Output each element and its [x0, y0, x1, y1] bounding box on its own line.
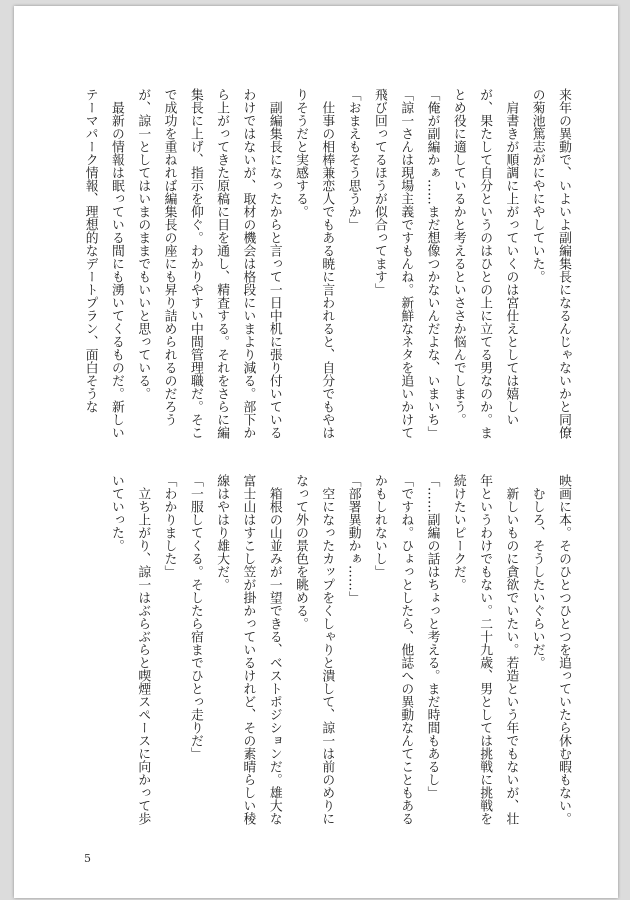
paragraph: 映画に本。そのひとつひとつを追っていたら休む暇もない。 [556, 474, 571, 825]
lower-text-block [103, 474, 576, 834]
document-page [14, 6, 618, 898]
paragraph: 「おまえもそう思うか」 [345, 88, 361, 231]
page-number: 5 [84, 852, 91, 865]
paragraph: 副編集長になったからと言って一日中机に張り付いているわけではないが、取材の機会は格段にいまより減る。部下から上がってきた原稿に目を通し、精査する。それをさらに編集長に上げ、指示を仰ぐ。わかりやすい中間管理職だ。そこで成功を重ねれば編集長の座にも昇り詰められるのだろうが、諒一としてはいまのままでもいいと思っている。 [135, 88, 282, 439]
paragraph: 新しいものに貪欲でいたい。若造という年でもないが、壮年というわけでもない。二十九歳、男としては挑戦に挑戦を続けたいピークだ。 [450, 474, 519, 825]
paragraph: 肩書きが順調に上がっていくのは宮仕えとしては嬉しいが、果たして自分というのはひとの上に立てる男なのか。まとめ役に適しているかと考えるといささか悩んでしまう。 [450, 88, 519, 439]
upper-text-block [76, 88, 576, 444]
paragraph: 「……副編の話はちょっと考える。まだ時間もあるし」 [424, 474, 440, 799]
paragraph: 最新の情報は眠っている間にも湧いてくるものだ。新しいテーマパーク情報、理想的なデートプラン、面白そうな [82, 88, 124, 439]
paragraph: 箱根の山並みが一望できる、ベストポジションだ。雄大な富士山はすこし笠が掛かっているけれど、その素晴らしい稜線はやはり雄大だ。 [214, 474, 282, 825]
paragraph: むしろ、そうしたいぐらいだ。 [529, 474, 545, 669]
paragraph: 「わかりました」 [161, 474, 177, 578]
paragraph: 仕事の相棒兼恋人でもある暁に言われると、自分でもやはりそうだと実感する。 [293, 88, 335, 439]
paragraph: 「俺が副編かぁ……まだ想像つかないんだよな、いまいち」 [424, 88, 440, 439]
paragraph: 空になったカップをくしゃりと潰して、諒一は前のめりになって外の景色を眺める。 [293, 474, 335, 825]
paragraph: 「諒一さんは現場主義ですもんね。新鮮なネタを追いかけて飛び回ってるほうが似合ってます」 [371, 88, 414, 439]
paragraph: 「ですね。ひょっとしたら、他誌への異動なんてこともあるかもしれないし」 [371, 474, 414, 825]
paragraph: 「部署異動かぁ……」 [345, 474, 361, 604]
paragraph: 来年の異動で、いよいよ副編集長になるんじゃないかと同僚の菊池篤志がにやにやしていた。 [529, 88, 571, 439]
paragraph: 「一服してくる。そしたら宿までひとっ走りだ」 [187, 474, 203, 760]
paragraph: 立ち上がり、諒一はぶらぶらと喫煙スペースに向かって歩いていった。 [108, 474, 151, 825]
